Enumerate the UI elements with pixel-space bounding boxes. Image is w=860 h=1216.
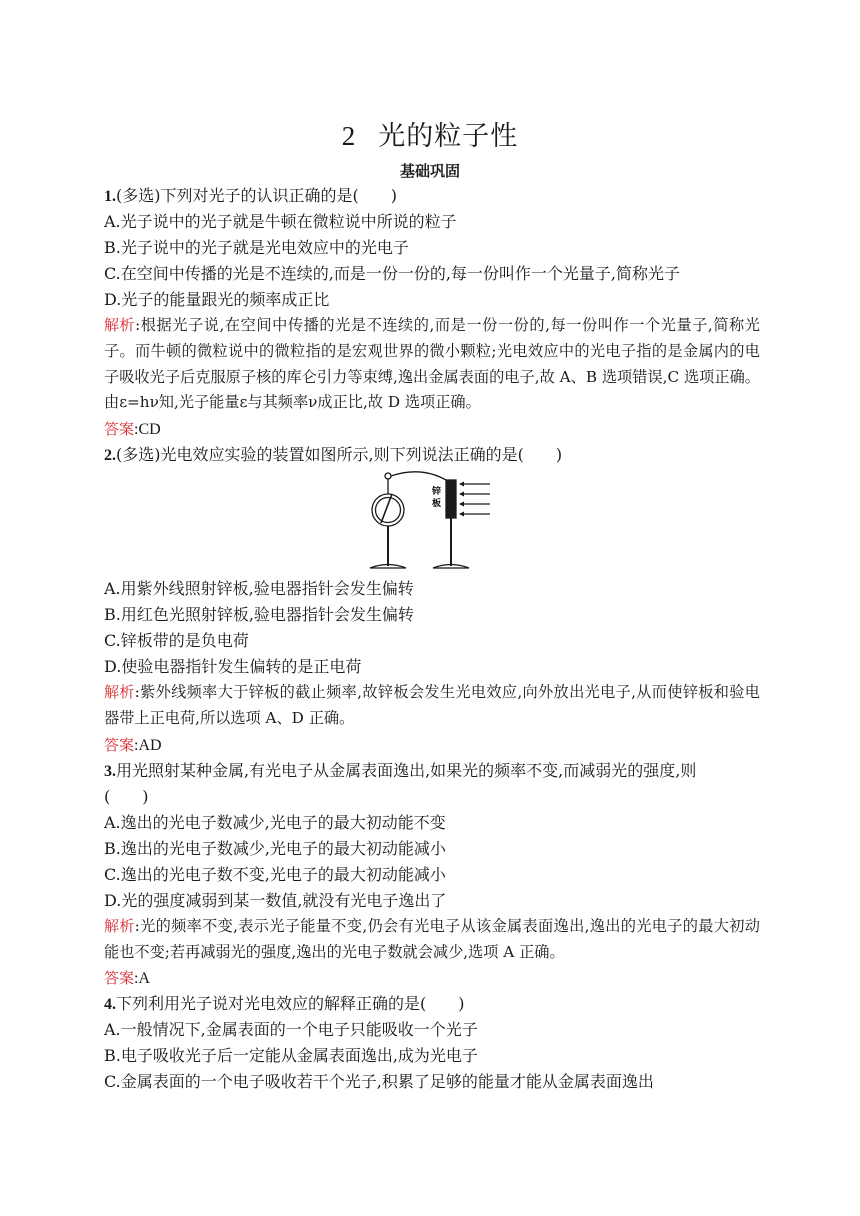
option-b: B.光子说中的光子就是光电效应中的光电子: [104, 238, 409, 257]
option-b: B.电子吸收光子后一定能从金属表面逸出,成为光电子: [104, 1046, 478, 1066]
option-a: A.逸出的光电子数减少,光电子的最大初动能不变: [104, 812, 446, 832]
question-number: 2.: [104, 447, 116, 465]
answer-value: :AD: [134, 736, 162, 754]
question-text: 用光照射某种金属,有光电子从金属表面逸出,如果光的频率不变,而减弱光的强度,则: [116, 760, 697, 780]
answer: [104, 732, 760, 758]
question-1: [104, 183, 760, 442]
question-stem: [104, 758, 760, 784]
analysis-label: 解析: [104, 316, 136, 334]
analysis-text: :光的频率不变,表示光子能量不变,仍会有光电子从该金属表面逸出,逸出的光电子的最大初动能也不变;若再减弱光的强度,逸出的光电子数就会减少,选项 A 正确。: [104, 916, 760, 961]
question-stem: [104, 442, 760, 468]
zinc-plate: [446, 480, 456, 518]
answer-label: 答案: [104, 735, 135, 754]
answer-value: :A: [134, 970, 151, 988]
option-d: D.光的强度减弱到某一数值,就没有光电子逸出了: [104, 890, 447, 910]
question-2: [104, 442, 760, 758]
question-text: (多选)下列对光子的认识正确的是( ): [116, 186, 397, 205]
answer: [104, 965, 760, 991]
analysis: [104, 313, 760, 416]
question-number: 4.: [104, 996, 116, 1014]
answer: [104, 416, 760, 442]
option-d: D.光子的能量跟光的频率成正比: [104, 290, 330, 309]
option-c: C.在空间中传播的光是不连续的,而是一份一份的,每一份叫作一个光量子,简称光子: [104, 264, 681, 283]
analysis-text: :紫外线频率大于锌板的截止频率,故锌板会发生光电效应,向外放出光电子,从而使锌板和验电器带上正电荷,所以选项 A、D 正确。: [104, 683, 760, 727]
question-stem-continued: ( ): [104, 786, 149, 806]
question-list: [104, 183, 760, 1095]
analysis-label: 解析: [104, 683, 135, 702]
zinc-plate-label-1: 锌: [432, 487, 442, 498]
option-c: C.锌板带的是负电荷: [104, 631, 249, 651]
option-b: B.逸出的光电子数减少,光电子的最大初动能减小: [104, 838, 446, 858]
option-a: A.用紫外线照射锌板,验电器指针会发生偏转: [104, 579, 414, 599]
question-stem: [104, 991, 760, 1017]
page-title: [0, 114, 860, 153]
answer-label: 答案: [104, 969, 135, 988]
option-c: C.逸出的光电子数不变,光电子的最大初动能减小: [104, 864, 446, 884]
option-a: A.一般情况下,金属表面的一个电子只能吸收一个光子: [104, 1020, 478, 1040]
apparatus-diagram: [366, 468, 496, 572]
answer-label: 答案: [104, 420, 135, 439]
question-text: 下列利用光子说对光电效应的解释正确的是( ): [116, 994, 465, 1014]
analysis-text: :根据光子说,在空间中传播的光是不连续的,而是一份一份的,每一份叫作一个光量子,简称光子。而牛顿的微粒说中的微粒指的是宏观世界的微小颗粒;光电效应中的光电子指的是金属内的电子吸收光子后克服原子核的库仑引力等束缚,逸出金属表面的电子,故 A、B 选项错误,C 选项正确。由ε=hν知,光子能量ε与其频率ν成正比,故 D 选项正确。: [104, 316, 760, 412]
electroscope-dial: [372, 494, 404, 526]
question-3: [104, 758, 760, 992]
zinc-plate-label-2: 板: [432, 499, 442, 510]
answer-value: :CD: [134, 421, 161, 439]
section-heading: 基础巩固: [399, 162, 460, 180]
photoelectric-apparatus-figure: [104, 468, 760, 576]
option-a: A.光子说中的光子就是牛顿在微粒说中所说的粒子: [104, 212, 457, 231]
analysis-label: 解析: [104, 916, 135, 935]
analysis: [104, 680, 760, 732]
option-b: B.用红色光照射锌板,验电器指针会发生偏转: [104, 605, 414, 625]
question-4: [104, 991, 760, 1095]
title-number: 2: [341, 121, 357, 151]
question-number: 1.: [104, 188, 116, 205]
question-text: (多选)光电效应实验的装置如图所示,则下列说法正确的是( ): [116, 445, 563, 465]
question-stem: [104, 183, 760, 209]
title-text: 光的粒子性: [378, 121, 519, 152]
question-number: 3.: [104, 762, 116, 780]
option-c: C.金属表面的一个电子吸收若干个光子,积累了足够的能量才能从金属表面逸出: [104, 1072, 654, 1092]
option-d: D.使验电器指针发生偏转的是正电荷: [104, 657, 362, 677]
analysis: [104, 914, 760, 966]
